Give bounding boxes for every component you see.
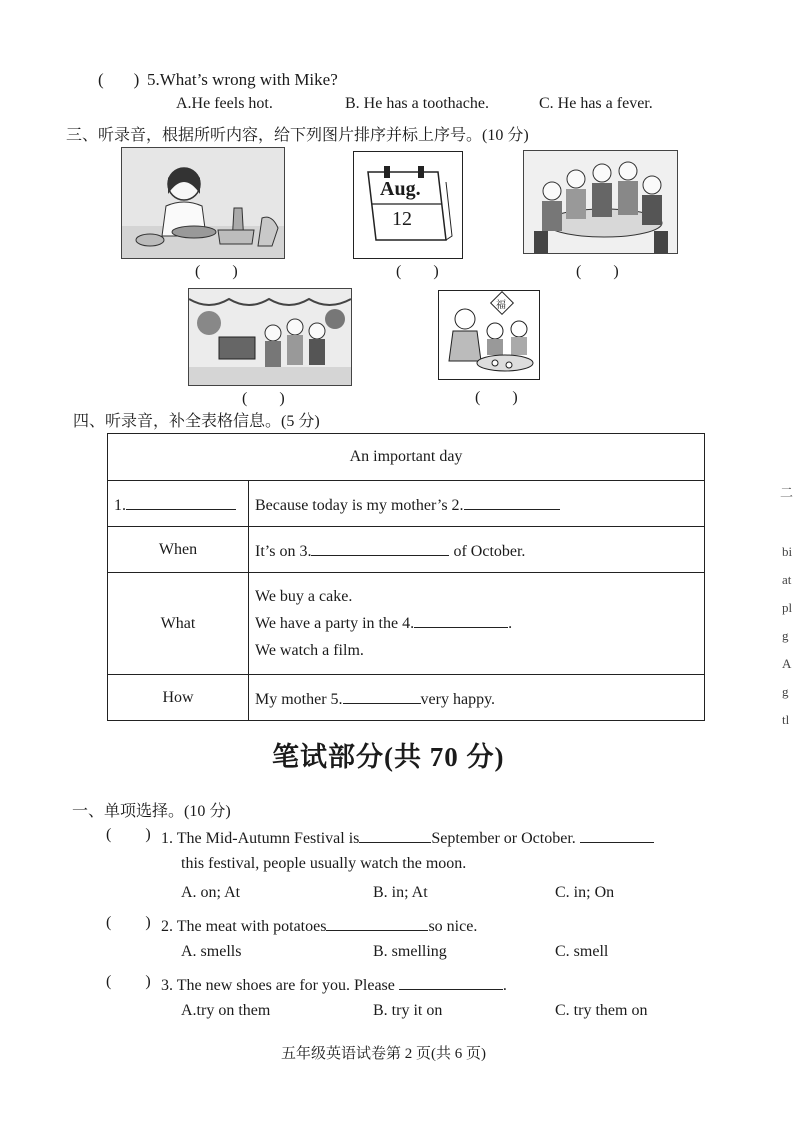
calendar-day: 12 bbox=[392, 208, 412, 230]
table-row bbox=[108, 527, 705, 573]
q2-option-a: A. smells bbox=[181, 943, 242, 960]
calendar-icon bbox=[354, 152, 462, 258]
row4-right: My mother 5. very happy. bbox=[249, 675, 705, 721]
picture4-answer-box[interactable]: ( ) bbox=[242, 390, 285, 407]
girl-washing-dishes-icon bbox=[122, 148, 284, 258]
q2-blank[interactable] bbox=[326, 914, 428, 931]
edge-fragment: pl bbox=[782, 600, 793, 615]
q1-blank-1[interactable] bbox=[359, 826, 431, 843]
info-table bbox=[107, 433, 705, 721]
section3-title: 三、听录音，根据所听内容，给下列图片排序并标上序号。(10 分) bbox=[66, 127, 529, 144]
picture1-answer-box[interactable]: ( ) bbox=[195, 263, 238, 280]
blank-1[interactable] bbox=[126, 493, 236, 510]
edge-fragment: bi bbox=[782, 544, 793, 559]
q3-option-b: B. try it on bbox=[373, 1002, 443, 1019]
written-section1-title: 一、单项选择。(10 分) bbox=[72, 803, 231, 820]
blank-3[interactable] bbox=[311, 539, 449, 556]
q5-option-c: C. He has a fever. bbox=[539, 95, 653, 112]
row1-left: 1. bbox=[108, 481, 249, 527]
page-footer: 五年级英语试卷第 2 页(共 6 页) bbox=[281, 1046, 486, 1062]
row2-right: It’s on 3. of October. bbox=[249, 527, 705, 573]
girl-washing-dishes-picture bbox=[121, 147, 285, 259]
edge-fragment: A bbox=[782, 656, 792, 671]
edge-fragment: g bbox=[782, 628, 789, 643]
picture2-answer-box[interactable]: ( ) bbox=[396, 263, 439, 280]
q1-stem-line2: this festival, people usually watch the moon. bbox=[181, 855, 467, 872]
q3-option-a: A.try on them bbox=[181, 1002, 271, 1019]
q5-stem: 5.What’s wrong with Mike? bbox=[147, 70, 338, 89]
q2-option-c: C. smell bbox=[555, 943, 609, 960]
edge-fragment: 二 bbox=[780, 485, 794, 500]
q3-option-c: C. try them on bbox=[555, 1002, 648, 1019]
fu-sign: 福 bbox=[496, 300, 506, 311]
q5-option-a: A.He feels hot. bbox=[176, 95, 273, 112]
q3-answer-paren[interactable]: ( ) bbox=[106, 973, 151, 990]
row3-right: We buy a cake. We have a party in the 4. . We watch a film. bbox=[249, 573, 705, 675]
edge-fragment: tl bbox=[782, 712, 790, 727]
q3-blank[interactable] bbox=[399, 973, 503, 990]
picture3-answer-box[interactable]: ( ) bbox=[576, 263, 619, 280]
family-making-dumplings-picture bbox=[438, 290, 540, 380]
picture5-answer-box[interactable]: ( ) bbox=[475, 389, 518, 406]
q2-option-b: B. smelling bbox=[373, 943, 447, 960]
table-row bbox=[108, 675, 705, 721]
q5-answer-paren: ( ) bbox=[98, 70, 140, 89]
table-row bbox=[108, 573, 705, 675]
q1-option-a: A. on; At bbox=[181, 884, 241, 901]
q1-blank-2[interactable] bbox=[580, 826, 654, 843]
row4-left: How bbox=[108, 675, 249, 721]
edge-fragment: g bbox=[782, 684, 789, 699]
q2-stem: 2. The meat with potatoes so nice. bbox=[161, 914, 477, 936]
q1-answer-paren[interactable]: ( ) bbox=[106, 826, 151, 843]
blank-4[interactable] bbox=[414, 611, 508, 628]
party-gathering-icon bbox=[189, 289, 351, 385]
q1-option-b: B. in; At bbox=[373, 884, 428, 901]
q1-stem-line1: 1. The Mid-Autumn Festival is September or October. bbox=[161, 826, 654, 848]
q3-stem: 3. The new shoes are for you. Please . bbox=[161, 973, 507, 995]
table-row bbox=[108, 481, 705, 527]
row1-right: Because today is my mother’s 2. bbox=[249, 481, 705, 527]
written-heading: 笔试部分(共 70 分) bbox=[272, 742, 505, 772]
blank-2[interactable] bbox=[464, 493, 560, 510]
family-dinner-icon bbox=[524, 151, 677, 253]
edge-fragment: at bbox=[782, 572, 792, 587]
family-dinner-picture bbox=[523, 150, 678, 254]
blank-5[interactable] bbox=[343, 687, 421, 704]
q2-answer-paren[interactable]: ( ) bbox=[106, 914, 151, 931]
q5-option-b: B. He has a toothache. bbox=[345, 95, 489, 112]
section4-title: 四、听录音，补全表格信息。(5 分) bbox=[73, 413, 320, 430]
calendar-aug-12-picture bbox=[353, 151, 463, 259]
row2-left: When bbox=[108, 527, 249, 573]
calendar-month: Aug. bbox=[380, 178, 421, 200]
row3-left: What bbox=[108, 573, 249, 675]
family-dumplings-icon bbox=[439, 291, 539, 379]
party-gathering-picture bbox=[188, 288, 352, 386]
q1-option-c: C. in; On bbox=[555, 884, 615, 901]
table-header: An important day bbox=[108, 434, 705, 481]
